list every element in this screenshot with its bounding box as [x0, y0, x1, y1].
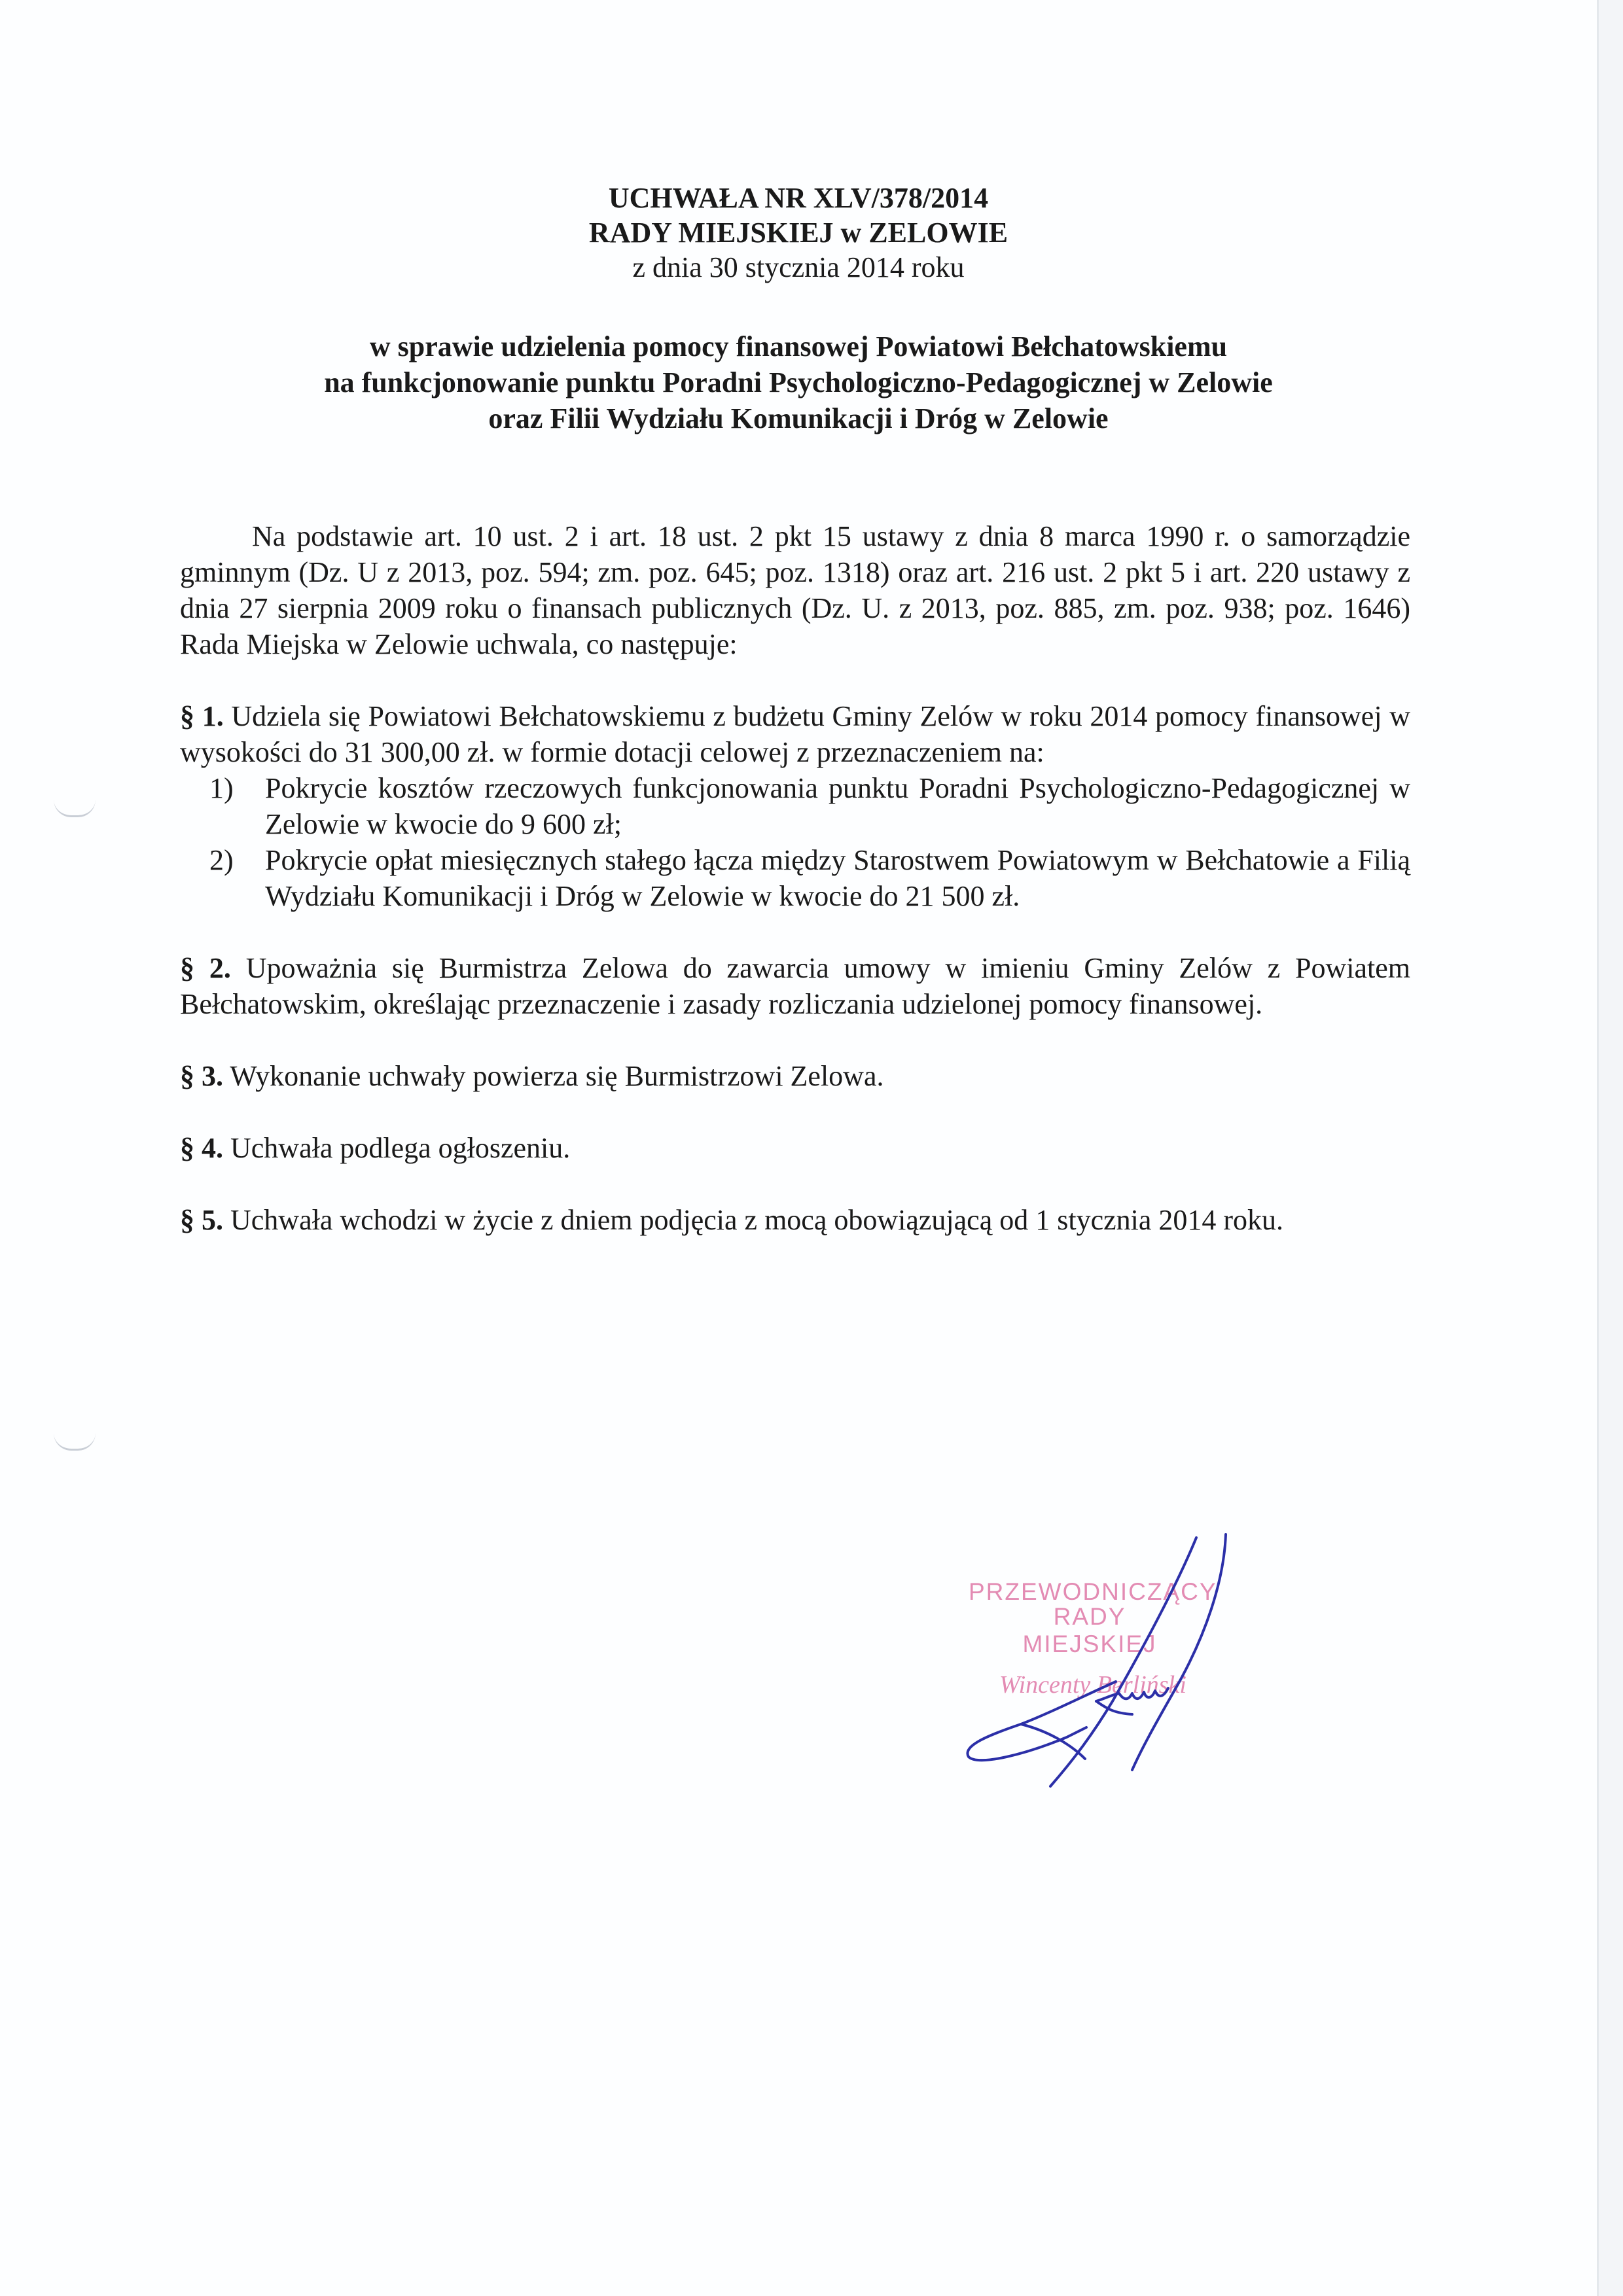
issuing-body: RADY MIEJSKIEJ w ZELOWIE — [588, 217, 1008, 249]
list-item — [180, 770, 1410, 842]
subject-line: oraz Filii Wydziału Komunikacji i Dróg w Zelowie — [488, 402, 1109, 434]
section-text: Wykonanie uchwały powierza się Burmistrzowi Zelowa. — [230, 1060, 884, 1092]
section-3 — [180, 1058, 1410, 1094]
allocation-list — [180, 770, 1410, 914]
subject-line: w sprawie udzielenia pomocy finansowej Powiatowi Bełchatowskiemu — [369, 330, 1228, 362]
resolution-subject — [0, 328, 1597, 436]
section-number: § 3. — [180, 1060, 223, 1092]
resolution-date: z dnia 30 stycznia 2014 roku — [632, 251, 965, 283]
list-item-number: 2) — [209, 844, 234, 876]
section-2 — [180, 950, 1410, 1022]
list-item-text: Pokrycie kosztów rzeczowych funkcjonowania punktu Poradni Psychologiczno-Pedagogicznej w Zelowie w kwocie do 9 600 zł; — [265, 772, 1410, 840]
list-item-text: Pokrycie opłat miesięcznych stałego łącza między Starostwem Powiatowym w Bełchatowie a Filią Wydziału Komunikacji i Dróg w Zelowie w kwocie do 21 500 zł. — [265, 844, 1410, 912]
stamp-title: PRZEWODNICZĄCY — [969, 1578, 1217, 1605]
section-number: § 1. — [180, 700, 224, 732]
section-text: Udziela się Powiatowi Bełchatowskiemu z budżetu Gminy Zelów w roku 2014 pomocy finansowej w wysokości do 31 300,00 zł. w formie dotacji celowej z przeznaczeniem na: — [180, 700, 1411, 768]
handwritten-signature — [916, 1505, 1342, 1799]
list-item — [180, 842, 1410, 914]
stamp-body: RADY MIEJSKIEJ — [1022, 1603, 1157, 1657]
legal-basis-paragraph: Na podstawie art. 10 ust. 2 i art. 18 ust. 2 pkt 15 ustawy z dnia 8 marca 1990 r. o samorządzie gminnym (Dz. U z 2013, poz. 594; zm. poz. 645; poz. 1318) oraz art. 216 ust. 2 pkt 5 i art. 220 ustawy z dnia 27 sierpnia 2009 roku o finansach publicznych (Dz. U. z 2013, poz. 885, zm. poz. 938; poz. 1646) Rada Miejska w Zelowie uchwala, co następuje: — [180, 520, 1410, 660]
stamp-name: Wincenty Berliński — [999, 1671, 1186, 1699]
subject-line: na funkcjonowanie punktu Poradni Psychologiczno-Pedagogicznej w Zelowie — [324, 366, 1273, 398]
resolution-body — [180, 518, 1410, 1238]
resolution-header — [0, 181, 1597, 285]
punch-hole-mark — [54, 800, 96, 817]
list-item-number: 1) — [209, 772, 234, 804]
section-4 — [180, 1130, 1410, 1166]
punch-hole-mark — [54, 1433, 96, 1451]
section-number: § 2. — [180, 952, 231, 984]
section-text: Uchwała wchodzi w życie z dniem podjęcia z mocą obowiązującą od 1 stycznia 2014 roku. — [230, 1204, 1284, 1236]
section-number: § 5. — [180, 1204, 223, 1236]
section-text: Uchwała podlega ogłoszeniu. — [230, 1132, 571, 1164]
resolution-number: UCHWAŁA NR XLV/378/2014 — [608, 182, 989, 214]
section-1 — [180, 698, 1410, 914]
section-text: Upoważnia się Burmistrza Zelowa do zawarcia umowy w imieniu Gminy Zelów z Powiatem Bełchatowskim, określając przeznaczenie i zasady rozliczania udzielonej pomocy finansowej. — [180, 952, 1411, 1020]
signature-block — [916, 1505, 1342, 1799]
section-5 — [180, 1202, 1410, 1238]
section-number: § 4. — [180, 1132, 223, 1164]
